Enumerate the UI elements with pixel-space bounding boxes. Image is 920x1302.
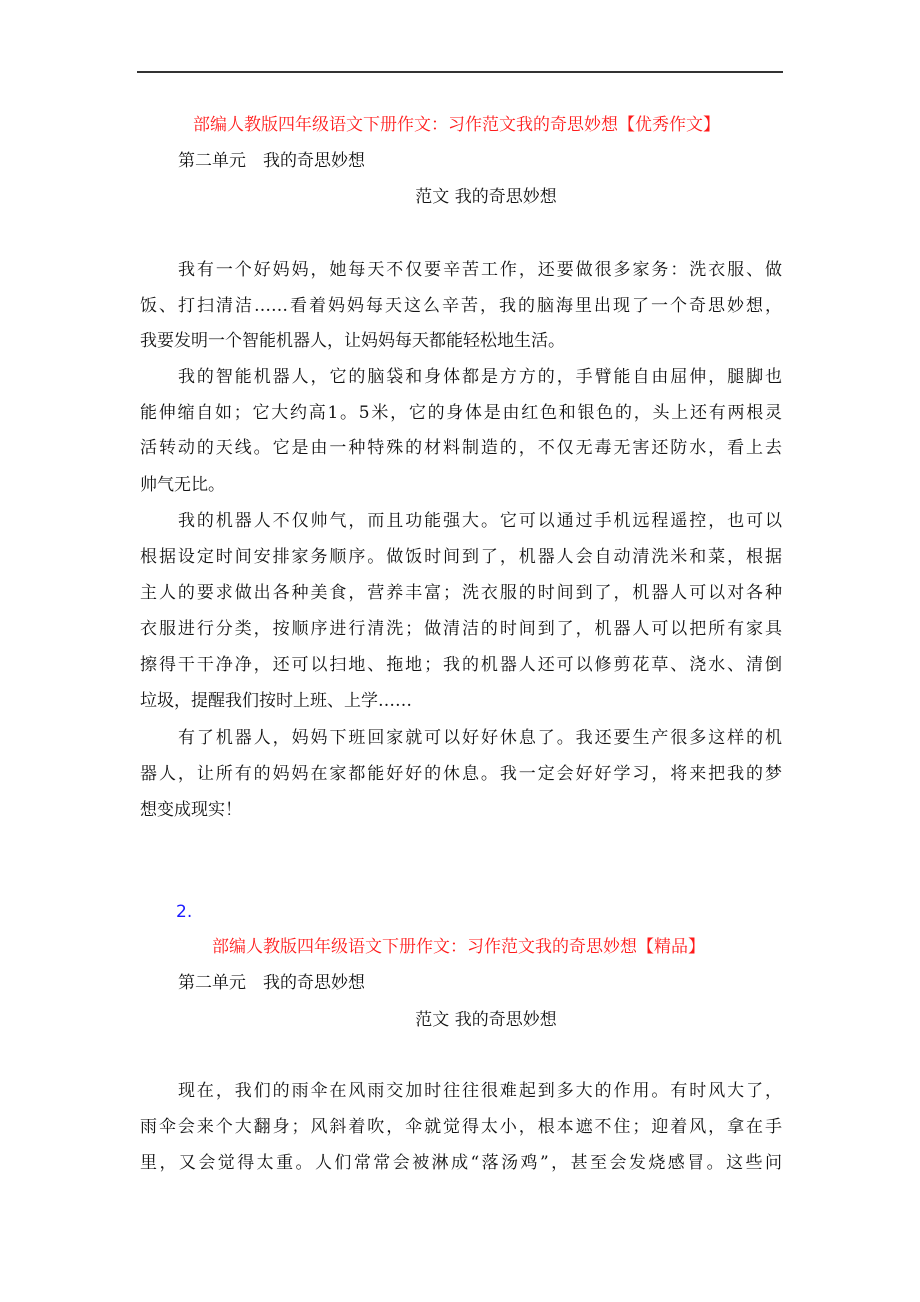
body-line: 我的机器人不仅帅气，而且功能强大。它可以通过手机远程遥控，也可以 [178,511,782,531]
body-line: 器人，让所有的妈妈在家都能好好的休息。我一定会好好学习，将来把我的梦 [140,764,782,784]
body-line: 我的智能机器人，它的脑袋和身体都是方方的，手臂能自由屈伸，腿脚也 [178,367,782,387]
body-line: 里，又会觉得太重。人们常常会被淋成“落汤鸡”，甚至会发烧感冒。这些问 [140,1153,782,1173]
body-line: 帅气无比。 [140,475,225,495]
body-line: 我要发明一个智能机器人，让妈妈每天都能轻松地生活。 [140,331,565,351]
body-line: 我有一个好妈妈，她每天不仅要辛苦工作，还要做很多家务：洗衣服、做 [178,260,782,280]
body-line: 有了机器人，妈妈下班回家就可以好好休息了。我还要生产很多这样的机 [178,728,782,748]
body-line: 衣服进行分类，按顺序进行清洗；做清洁的时间到了，机器人可以把所有家具 [140,619,782,639]
body-line: 雨伞会来个大翻身；风斜着吹，伞就觉得太小，根本遮不住；迎着风，拿在手 [140,1117,782,1137]
body-line: 能伸缩自如；它大约高1。5米，它的身体是由红色和银色的，头上还有两根灵 [140,403,782,423]
article2-unit: 第二单元 我的奇思妙想 [178,973,365,993]
article1-unit: 第二单元 我的奇思妙想 [178,151,365,171]
body-line: 现在，我们的雨伞在风雨交加时往往很难起到多大的作用。有时风大了， [178,1081,782,1101]
body-line: 擦得干干净净，还可以扫地、拖地；我的机器人还可以修剪花草、浇水、清倒 [140,655,782,675]
article2-subtitle: 范文 我的奇思妙想 [415,1010,557,1030]
body-line: 主人的要求做出各种美食，营养丰富；洗衣服的时间到了，机器人可以对各种 [140,583,782,603]
article1-title: 部编人教版四年级语文下册作文：习作范文我的奇思妙想【优秀作文】 [193,115,720,135]
body-line: 想变成现实！ [140,800,242,820]
article2-number: 2. [176,902,193,922]
body-line: 饭、打扫清洁……看着妈妈每天这么辛苦，我的脑海里出现了一个奇思妙想， [140,296,782,316]
body-line: 活转动的天线。它是由一种特殊的材料制造的，不仅无毒无害还防水，看上去 [140,438,782,458]
body-line: 根据设定时间安排家务顺序。做饭时间到了，机器人会自动清洗米和菜，根据 [140,547,782,567]
header-rule [137,71,783,73]
article1-subtitle: 范文 我的奇思妙想 [415,187,557,207]
article2-title: 部编人教版四年级语文下册作文：习作范文我的奇思妙想【精品】 [212,937,705,957]
body-line: 垃圾，提醒我们按时上班、上学…… [140,691,412,711]
